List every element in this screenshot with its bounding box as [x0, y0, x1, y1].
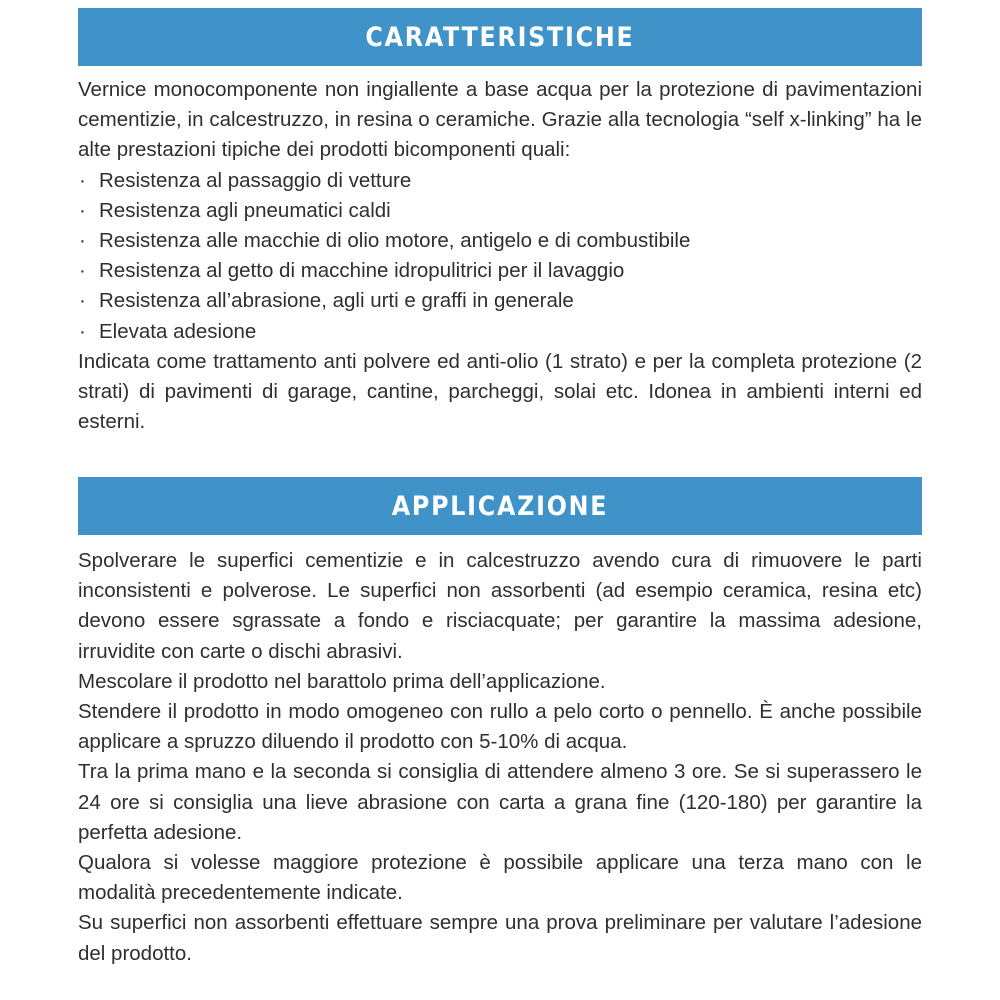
applicazione-title: APPLICAZIONE: [391, 490, 609, 522]
list-item-text: Resistenza agli pneumatici caldi: [99, 198, 391, 222]
list-item: [78, 286, 922, 316]
bullet-icon: ·: [79, 289, 86, 313]
caratteristiche-title: CARATTERISTICHE: [365, 21, 635, 53]
list-item-text: Resistenza al getto di macchine idropulitrici per il lavaggio: [99, 259, 625, 283]
list-item-text: Resistenza all’abrasione, agli urti e graffi in generale: [99, 289, 574, 313]
caratteristiche-intro: Vernice monocomponente non ingiallente a base acqua per la protezione di pavimentazioni cementizie, in calcestruzzo, in resina o ceramiche. Grazie alla tecnologia “self x-linking” ha le alte prestazioni tipiche dei prodotti bicomponenti quali:: [78, 78, 922, 162]
applicazione-header: [78, 477, 922, 535]
list-item-text: Resistenza alle macchie di olio motore, antigelo e di combustibile: [99, 229, 691, 253]
list-item: [78, 196, 922, 226]
bullet-icon: ·: [79, 168, 86, 192]
list-item-text: Resistenza al passaggio di vetture: [99, 168, 412, 192]
applicazione-paragraph: Spolverare le superfici cementizie e in calcestruzzo avendo cura di rimuovere le parti inconsistenti e polverose. Le superfici non assorbenti (ad esempio ceramica, resina etc) devono essere sgrassate a fondo e risciacquate; per garantire la massima adesione, irruvidite con carte o dischi abrasivi.: [78, 549, 922, 663]
list-item-text: Elevata adesione: [99, 319, 257, 343]
bullet-icon: ·: [79, 229, 86, 253]
caratteristiche-body: [78, 75, 922, 437]
applicazione-paragraph: Tra la prima mano e la seconda si consiglia di attendere almeno 3 ore. Se si superassero le 24 ore si consiglia una lieve abrasione con carta a grana fine (120-180) per garantire la perfetta adesione.: [78, 760, 922, 844]
applicazione-paragraph: Qualora si volesse maggiore protezione è possibile applicare una terza mano con le modalità precedentemente indicate.: [78, 851, 922, 905]
applicazione-paragraph: Mescolare il prodotto nel barattolo prima dell’applicazione.: [78, 669, 606, 693]
applicazione-body: [78, 546, 922, 969]
bullet-icon: ·: [79, 319, 86, 343]
caratteristiche-bullet-list: [78, 166, 922, 347]
list-item: [78, 226, 922, 256]
caratteristiche-header: [78, 8, 922, 66]
applicazione-paragraph: Stendere il prodotto in modo omogeneo con rullo a pelo corto o pennello. È anche possibile applicare a spruzzo diluendo il prodotto con 5-10% di acqua.: [78, 700, 922, 754]
list-item: [78, 256, 922, 286]
bullet-icon: ·: [79, 198, 86, 222]
bullet-icon: ·: [79, 259, 86, 283]
list-item: [78, 317, 922, 347]
caratteristiche-closing: Indicata come trattamento anti polvere ed anti-olio (1 strato) e per la completa protezione (2 strati) di pavimenti di garage, cantine, parcheggi, solai etc. Idonea in ambienti interni ed esterni.: [78, 349, 922, 434]
applicazione-paragraph: Su superfici non assorbenti effettuare sempre una prova preliminare per valutare l’adesione del prodotto.: [78, 911, 922, 965]
list-item: [78, 166, 922, 196]
